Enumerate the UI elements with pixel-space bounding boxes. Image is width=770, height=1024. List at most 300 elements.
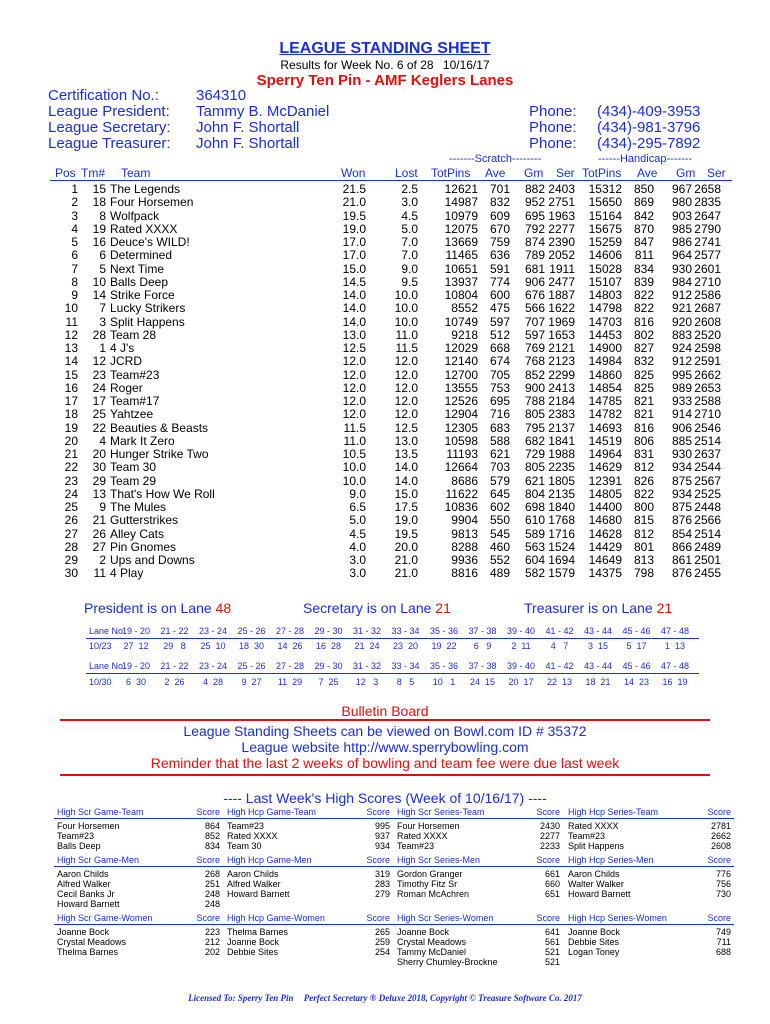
table-row (50, 369, 721, 382)
cell-scratch-ave: 753 (489, 380, 510, 395)
cell-pos: 10 (64, 301, 78, 316)
cell-lost: 12.0 (394, 354, 418, 369)
cell-hcp-ave: 798 (633, 566, 654, 581)
cell-hcp-totpins: 15164 (588, 208, 622, 223)
high-score-row (57, 899, 220, 909)
high-score-row (397, 869, 560, 879)
high-score-row (57, 821, 220, 831)
high-score-category: High Scr Game-Team (57, 807, 144, 817)
cell-scratch-gm: 952 (524, 195, 545, 210)
bowler-name: Rated XXXX (568, 821, 619, 831)
cell-team-number: 29 (92, 473, 106, 488)
cell-hcp-totpins: 15675 (588, 221, 622, 236)
cell-scratch-totpins: 11622 (445, 486, 478, 501)
table-row (50, 289, 721, 302)
cell-team-name: Team 29 (110, 473, 157, 488)
cell-hcp-ave: 806 (633, 433, 654, 448)
col-have: Ave (637, 166, 658, 180)
cell-scratch-ave: 602 (489, 500, 510, 514)
cell-pos: 24 (64, 486, 78, 501)
cell-hcp-ave: 826 (633, 473, 654, 488)
lane-matchup: 16 28 (315, 641, 342, 651)
cell-pos: 22 (64, 460, 78, 475)
lane-pair: 27 - 28 (275, 626, 305, 636)
bowler-score: 268 (204, 869, 220, 879)
cell-hcp-ave: 802 (633, 327, 654, 342)
cell-scratch-ave: 645 (489, 486, 510, 501)
cell-lost: 7.0 (401, 235, 418, 249)
cell-hcp-ave: 822 (633, 301, 654, 316)
page-title: LEAGUE STANDING SHEET (279, 40, 491, 57)
lane-matchup: 16 19 (662, 677, 688, 687)
table-row (50, 382, 721, 395)
bowler-score: 202 (204, 947, 220, 957)
lane-matchup: 19 22 (431, 641, 457, 651)
cell-scratch-ser: 1622 (548, 301, 575, 316)
cell-team-number: 2 (99, 553, 106, 567)
high-score-row (57, 889, 220, 899)
cell-scratch-ser: 1963 (548, 208, 575, 223)
header-rule (50, 180, 732, 181)
cell-scratch-ave: 475 (489, 301, 510, 316)
cell-scratch-ser: 2477 (548, 274, 575, 289)
high-score-row (227, 937, 390, 947)
cell-lost: 3.0 (401, 195, 418, 210)
cell-hcp-ser: 2588 (694, 394, 721, 408)
cell-lost: 14.0 (394, 460, 418, 475)
secretary-lane (303, 600, 451, 616)
secretary-label: League Secretary: (48, 119, 171, 136)
cell-pos: 8 (71, 274, 78, 289)
cell-scratch-gm: 621 (524, 473, 545, 488)
cell-hcp-ave: 816 (633, 420, 654, 435)
cell-lost: 10.0 (394, 314, 418, 329)
score-header: Score (196, 807, 220, 817)
cell-pos: 17 (64, 394, 78, 408)
cell-won: 4.5 (349, 526, 366, 541)
lane-matchup: 1 13 (664, 641, 686, 651)
table-row (50, 223, 721, 236)
cell-hcp-ser: 2710 (694, 274, 721, 289)
cell-hcp-ave: 813 (633, 553, 654, 567)
cell-hcp-totpins: 14628 (588, 526, 622, 541)
cell-scratch-gm: 707 (524, 314, 545, 329)
president-lane (84, 600, 231, 616)
cell-hcp-totpins: 14984 (588, 354, 622, 369)
cell-hcp-ave: 839 (633, 274, 654, 289)
cell-pos: 1 (71, 182, 78, 196)
cell-hcp-ser: 2546 (694, 420, 721, 435)
cell-won: 5.0 (349, 513, 366, 528)
cell-scratch-ser: 1768 (548, 513, 575, 528)
high-score-row (57, 869, 220, 879)
bowler-name: Alfred Walker (57, 879, 111, 889)
cell-hcp-totpins: 14400 (588, 500, 622, 514)
cell-hcp-ave: 812 (633, 460, 654, 475)
lane-matchup: 24 15 (469, 677, 496, 687)
cell-scratch-ser: 2123 (548, 354, 575, 369)
lane-pair: 43 - 44 (583, 661, 613, 671)
cell-hcp-gm: 906 (671, 420, 692, 435)
cell-hcp-totpins: 14803 (588, 288, 622, 302)
cell-scratch-ave: 550 (489, 513, 510, 528)
cell-hcp-totpins: 14649 (588, 553, 622, 567)
bowler-score: 521 (544, 947, 560, 957)
bowler-name: Walter Walker (568, 879, 624, 889)
secretary-phone-label: Phone: (529, 119, 577, 136)
lane-pair: 35 - 36 (429, 626, 459, 636)
cell-hcp-gm: 964 (671, 248, 692, 263)
cell-scratch-gm: 610 (524, 513, 545, 528)
cell-scratch-totpins: 12140 (444, 354, 478, 369)
cell-hcp-totpins: 14785 (588, 394, 622, 408)
high-score-row (227, 927, 390, 937)
cell-pos: 3 (71, 208, 78, 223)
cell-won: 14.0 (342, 314, 366, 329)
cell-won: 14.0 (342, 301, 366, 316)
cell-hcp-ser: 2658 (694, 182, 721, 196)
cell-won: 14.5 (342, 274, 366, 289)
cell-team-number: 23 (92, 367, 106, 382)
treasurer-lane-text: Treasurer is on Lane (524, 600, 653, 616)
col-hgm: Gm (676, 166, 696, 180)
cell-scratch-ser: 1653 (548, 327, 575, 342)
score-header: Score (366, 855, 390, 865)
cell-hcp-totpins: 14798 (588, 301, 622, 316)
high-score-row (227, 889, 390, 899)
bowler-score: 2781 (710, 821, 731, 831)
cell-team-number: 3 (99, 314, 106, 329)
table-row (50, 514, 721, 527)
cert-label: Certification No.: (48, 87, 159, 104)
score-header: Score (536, 913, 560, 923)
high-scores-title: ---- Last Week's High Scores (Week of 10/16/17) ---- (223, 790, 547, 806)
lane-pair: 45 - 46 (622, 661, 651, 671)
lane-pair: 33 - 34 (391, 626, 420, 636)
bulletin-title: Bulletin Board (341, 703, 429, 719)
lane-matchup: 22 13 (546, 677, 573, 687)
bowler-score: 651 (544, 889, 560, 899)
high-score-category: High Scr Series-Men (397, 855, 481, 865)
cell-hcp-ave: 825 (633, 380, 654, 395)
cell-hcp-totpins: 12391 (588, 473, 622, 488)
bowler-score: 2277 (539, 831, 560, 841)
bowler-name: Crystal Meadows (397, 937, 467, 947)
president-value: Tammy B. McDaniel (196, 103, 330, 120)
high-score-row (227, 947, 390, 957)
cell-hcp-gm: 930 (671, 447, 692, 461)
secretary-lane-text: Secretary is on Lane (303, 600, 432, 616)
bowler-score: 2608 (710, 841, 731, 851)
cell-scratch-ser: 2052 (548, 248, 575, 263)
table-row (50, 196, 721, 209)
cell-scratch-gm: 792 (524, 221, 545, 236)
lane-pair: 25 - 26 (237, 661, 266, 671)
lane-matchup: 14 26 (277, 641, 303, 651)
high-score-row (568, 947, 731, 957)
cell-won: 6.5 (349, 500, 366, 514)
high-scores-rule (54, 924, 734, 925)
cell-scratch-ave: 670 (489, 221, 510, 236)
cell-hcp-gm: 985 (671, 221, 692, 236)
cell-team-number: 15 (92, 182, 106, 196)
lane-matchup: 27 12 (123, 641, 149, 651)
cell-scratch-gm: 789 (524, 248, 545, 263)
cell-scratch-gm: 874 (524, 235, 545, 249)
cell-team-name: Pin Gnomes (110, 539, 177, 554)
cell-won: 12.5 (342, 341, 366, 355)
high-score-row (397, 927, 560, 937)
lane-matchup: 3 15 (587, 641, 609, 651)
cell-pos: 5 (71, 235, 78, 249)
cell-hcp-totpins: 14854 (588, 380, 622, 395)
cell-scratch-gm: 795 (524, 420, 545, 435)
cell-team-number: 1 (99, 341, 106, 355)
cell-lost: 19.0 (394, 513, 418, 528)
score-header: Score (707, 855, 731, 865)
table-row (50, 183, 721, 196)
cell-team-name: Split Happens (110, 314, 185, 329)
cell-hcp-ser: 2653 (694, 380, 721, 395)
bowler-score: 852 (204, 831, 220, 841)
bowler-name: Team#23 (227, 821, 265, 831)
lane-label-1: Lane No (89, 626, 124, 636)
lane-matchup: 6 9 (473, 641, 492, 651)
cell-scratch-totpins: 12904 (444, 407, 478, 422)
cell-pos: 20 (64, 433, 78, 448)
cell-scratch-totpins: 10749 (444, 314, 478, 329)
cell-won: 10.0 (342, 473, 366, 488)
high-score-category: High Hcp Game-Team (227, 807, 317, 817)
cell-lost: 12.5 (394, 420, 418, 435)
bowler-name: Thelma Barnes (57, 947, 119, 957)
cell-scratch-totpins: 12305 (444, 420, 478, 435)
cell-scratch-gm: 900 (524, 380, 545, 395)
cell-hcp-ser: 2710 (694, 407, 721, 422)
cell-scratch-gm: 729 (524, 447, 545, 461)
standings-body (50, 183, 721, 581)
cell-scratch-ave: 759 (489, 235, 510, 249)
bowler-name: Aaron Childs (57, 869, 109, 879)
cell-scratch-ser: 2135 (548, 486, 575, 501)
high-score-row (568, 831, 731, 841)
high-score-row (227, 821, 390, 831)
bowler-score: 730 (715, 889, 731, 899)
cell-hcp-gm: 854 (671, 526, 692, 541)
cell-team-number: 6 (99, 248, 106, 263)
cell-hcp-totpins: 14429 (588, 539, 622, 554)
cell-hcp-gm: 934 (671, 486, 692, 501)
col-ave: Ave (485, 166, 506, 180)
lane-pair: 37 - 38 (468, 661, 497, 671)
high-score-row (568, 821, 731, 831)
cell-team-number: 10 (92, 274, 106, 289)
high-score-row (57, 879, 220, 889)
cell-won: 19.5 (342, 208, 366, 223)
cell-hcp-totpins: 15028 (588, 261, 622, 276)
cell-lost: 5.0 (401, 221, 418, 236)
score-header: Score (707, 913, 731, 923)
cell-team-name: Mark It Zero (110, 433, 175, 448)
cell-scratch-totpins: 12526 (444, 394, 478, 408)
footer-copyright: Perfect Secretary ® Deluxe 2018, Copyright © Treasure Software Co. 2017 (303, 993, 582, 1003)
bulletin-line-1: League Standing Sheets can be viewed on Bowl.com ID # 35372 (183, 723, 587, 739)
high-score-category: High Hcp Game-Men (227, 855, 312, 865)
cell-team-name: 4 Play (110, 566, 144, 581)
cell-scratch-ave: 600 (489, 288, 510, 302)
cell-won: 21.5 (342, 182, 366, 196)
table-row (50, 276, 721, 289)
cell-hcp-ser: 2662 (694, 367, 721, 382)
cell-scratch-ave: 774 (489, 274, 510, 289)
lane-pair: 37 - 38 (468, 626, 497, 636)
cell-hcp-ave: 869 (633, 195, 654, 210)
cell-lost: 11.0 (395, 327, 418, 342)
cell-lost: 21.0 (394, 566, 418, 581)
cell-scratch-ave: 591 (489, 261, 510, 276)
cell-pos: 6 (71, 248, 78, 263)
cell-scratch-ave: 512 (489, 327, 510, 342)
cell-hcp-gm: 876 (671, 566, 692, 581)
cell-lost: 10.0 (394, 301, 418, 316)
cell-hcp-ser: 2608 (694, 314, 721, 329)
cell-lost: 17.5 (394, 500, 418, 514)
cell-team-number: 13 (92, 486, 106, 501)
cell-scratch-ser: 1887 (548, 288, 575, 302)
cell-pos: 30 (64, 566, 78, 581)
lane-pair: 23 - 24 (198, 661, 228, 671)
cell-hcp-ave: 821 (633, 407, 654, 422)
table-row (50, 501, 721, 514)
bulletin-rule-bottom (60, 774, 710, 776)
lane-matchup: 21 24 (354, 641, 380, 651)
bowler-score: 561 (544, 937, 560, 947)
bowler-name: Joanne Bock (397, 927, 450, 937)
high-score-row (397, 957, 560, 967)
cell-scratch-ave: 703 (489, 460, 510, 475)
bowler-score: 248 (204, 899, 220, 909)
col-team: Team (121, 166, 151, 180)
cell-scratch-ser: 2137 (548, 420, 575, 435)
cell-scratch-ser: 2403 (548, 182, 575, 196)
high-score-row (57, 927, 220, 937)
bowler-name: Alfred Walker (227, 879, 281, 889)
cell-scratch-gm: 804 (524, 486, 545, 501)
lane-pair: 31 - 32 (352, 626, 382, 636)
cell-hcp-gm: 861 (671, 553, 692, 567)
cell-team-name: Yahtzee (110, 407, 154, 422)
table-row (50, 302, 721, 315)
score-header: Score (536, 855, 560, 865)
cell-team-number: 11 (93, 566, 106, 581)
cell-hcp-ser: 2489 (694, 539, 721, 554)
high-score-row (568, 879, 731, 889)
lane-pair: 23 - 24 (198, 626, 228, 636)
results-for: Results for Week No. 6 of 28 (280, 58, 434, 72)
cert-value: 364310 (196, 87, 247, 104)
cell-lost: 12.0 (394, 407, 418, 422)
cell-lost: 12.0 (394, 394, 418, 408)
cell-scratch-ser: 1911 (549, 261, 575, 276)
high-score-category: High Hcp Series-Women (568, 913, 667, 923)
high-score-row (57, 841, 220, 851)
high-score-row (57, 937, 220, 947)
cell-pos: 26 (64, 513, 78, 528)
table-row (50, 236, 721, 249)
cell-hcp-gm: 903 (671, 208, 692, 223)
cell-hcp-ser: 2567 (694, 473, 721, 488)
cell-hcp-ser: 2741 (694, 235, 721, 249)
lane-matchup: 12 3 (355, 677, 379, 687)
cell-hcp-totpins: 14453 (588, 327, 622, 342)
cell-lost: 13.5 (394, 447, 418, 461)
score-header: Score (196, 855, 220, 865)
score-header: Score (196, 913, 220, 923)
cell-hcp-gm: 995 (671, 367, 692, 382)
cell-lost: 12.0 (394, 367, 418, 382)
cell-team-name: Four Horsemen (110, 195, 194, 210)
results-line (0, 58, 770, 72)
cell-hcp-gm: 989 (671, 380, 692, 395)
cell-team-name: Alley Cats (110, 526, 165, 541)
cell-hcp-gm: 986 (671, 235, 692, 249)
cell-team-number: 20 (92, 447, 106, 461)
bowler-name: Team#23 (57, 831, 95, 841)
bowler-name: Four Horsemen (397, 821, 460, 831)
col-tm: Tm# (81, 166, 105, 180)
lane-matchup: 18 30 (238, 641, 265, 651)
cell-hcp-ave: 850 (633, 182, 654, 196)
cell-won: 21.0 (342, 195, 366, 210)
cell-won: 12.0 (342, 394, 366, 408)
cell-scratch-gm: 698 (524, 500, 545, 514)
table-row (50, 448, 721, 461)
cell-scratch-totpins: 14987 (444, 195, 478, 210)
lane-matchup: 2 26 (164, 677, 185, 687)
col-hser: Ser (707, 166, 726, 180)
bowler-score: 212 (204, 937, 220, 947)
cell-hcp-ave: 831 (633, 447, 654, 461)
cell-hcp-ser: 2525 (694, 486, 721, 501)
bowler-score: 688 (715, 947, 731, 957)
cell-hcp-ave: 821 (633, 394, 654, 408)
cell-scratch-ave: 705 (489, 367, 510, 382)
bowler-name: Crystal Meadows (57, 937, 127, 947)
cell-team-number: 5 (99, 261, 106, 276)
cell-team-name: Determined (110, 248, 173, 263)
cell-scratch-ser: 1524 (548, 539, 575, 554)
bowler-name: Joanne Bock (568, 927, 621, 937)
footer (0, 993, 770, 1003)
cell-scratch-ave: 588 (489, 433, 510, 448)
cell-hcp-gm: 920 (671, 314, 692, 329)
cell-hcp-ave: 834 (633, 261, 654, 276)
lane-pair: 41 - 42 (545, 626, 574, 636)
cell-scratch-totpins: 9813 (451, 526, 478, 541)
bulletin-rule-top (60, 719, 710, 721)
bowler-score: 2430 (539, 821, 560, 831)
cell-scratch-gm: 597 (524, 327, 545, 342)
cell-team-number: 19 (92, 221, 106, 236)
cell-pos: 21 (64, 447, 78, 461)
table-row (50, 408, 721, 421)
cell-hcp-ave: 812 (633, 526, 654, 541)
bowler-name: Logan Toney (568, 947, 620, 957)
cell-won: 17.0 (342, 248, 366, 263)
cell-scratch-ave: 716 (489, 407, 510, 422)
cell-scratch-ser: 1694 (548, 553, 575, 567)
col-totpins: TotPins (431, 166, 471, 180)
